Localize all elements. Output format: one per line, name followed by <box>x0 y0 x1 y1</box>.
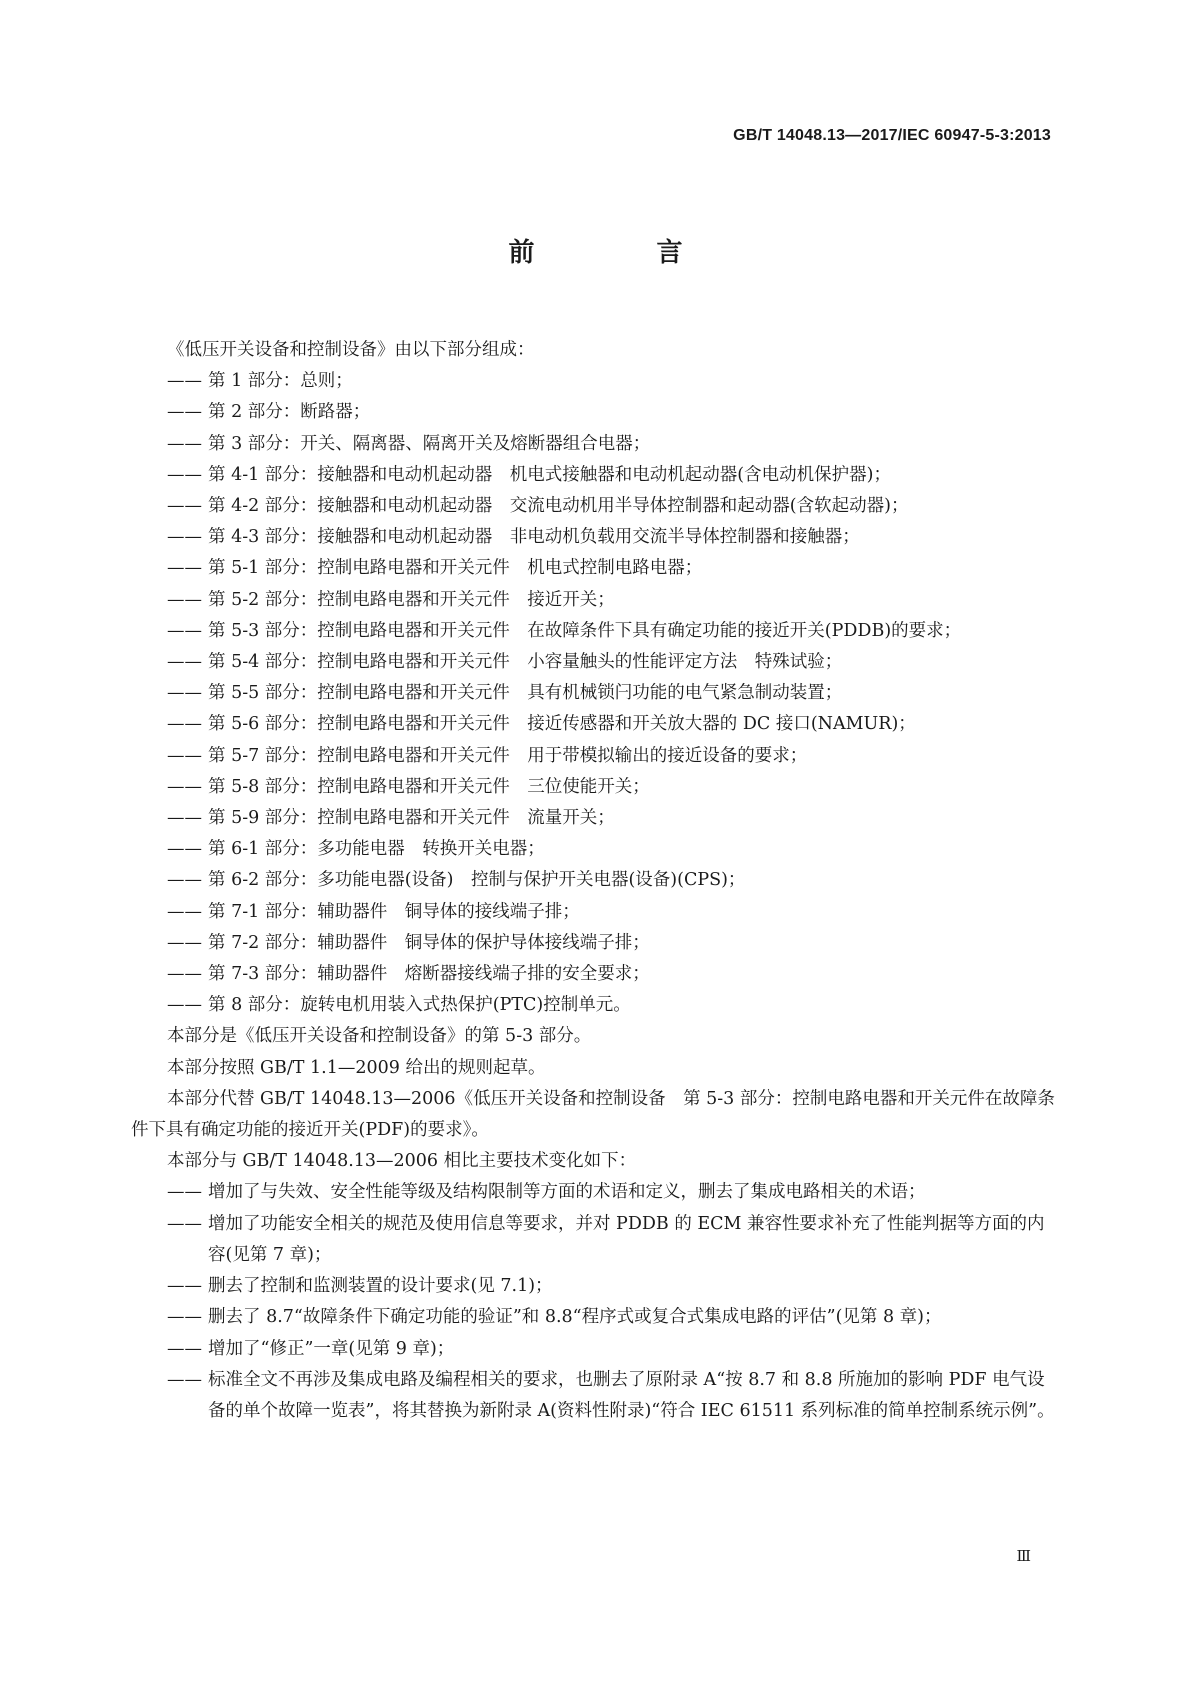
list-item-text: 第 7-2 部分：辅助器件 铜导体的保护导体接线端子排； <box>208 932 650 953</box>
replaces-paragraph: 本部分代替 GB/T 14048.13—2006《低压开关设备和控制设备 第 5-3 部分：控制电路电器和开关元件在故障条件下具有确定功能的接近开关(PDF)的要求》。 <box>131 1088 1055 1141</box>
page-title: 前 言 <box>508 238 731 268</box>
list-item <box>131 460 1061 491</box>
list-item <box>131 709 1061 740</box>
list-dash: —— <box>167 714 202 735</box>
parts-list <box>131 366 1061 1021</box>
list-item <box>131 959 1061 990</box>
list-dash: —— <box>167 1307 202 1328</box>
list-item-text: 增加了“修正”一章(见第 9 章)； <box>208 1338 455 1359</box>
list-dash: —— <box>167 527 202 548</box>
list-dash: —— <box>167 589 202 610</box>
list-dash: —— <box>167 808 202 829</box>
list-item-text: 标准全文不再涉及集成电路及编程相关的要求，也删去了原附录 A“按 8.7 和 8.8 所施加的影响 PDF 电气设备的单个故障一览表”，将其替换为新附录 A(资料性附录)“符合 IEC 61511 系列标准的简单控制系统示例”。 <box>208 1369 1055 1421</box>
list-item-text: 第 6-1 部分：多功能电器 转换开关电器； <box>208 839 545 860</box>
list-item <box>131 772 1061 803</box>
list-item <box>131 865 1061 896</box>
list-dash: —— <box>167 1213 202 1234</box>
list-item-text: 第 7-3 部分：辅助器件 熔断器接线端子排的安全要求； <box>208 964 650 985</box>
list-item-text: 第 5-9 部分：控制电路电器和开关元件 流量开关； <box>208 808 615 829</box>
list-item-text: 增加了功能安全相关的规范及使用信息等要求，并对 PDDB 的 ECM 兼容性要求补充了性能判据等方面的内容(见第 7 章)； <box>208 1213 1045 1265</box>
list-dash: —— <box>167 371 202 392</box>
list-dash: —— <box>167 932 202 953</box>
list-item <box>131 897 1061 928</box>
list-dash: —— <box>167 558 202 579</box>
list-item-text: 第 5-4 部分：控制电路电器和开关元件 小容量触头的性能评定方法 特殊试验； <box>208 652 843 673</box>
list-dash: —— <box>167 620 202 641</box>
list-item-text: 删去了 8.7“故障条件下确定功能的验证”和 8.8“程序式或复合式集成电路的评估”(见第 8 章)； <box>208 1307 942 1328</box>
list-dash: —— <box>167 1338 202 1359</box>
list-item <box>131 741 1061 772</box>
list-item-text: 第 5-8 部分：控制电路电器和开关元件 三位使能开关； <box>208 776 650 797</box>
list-dash: —— <box>167 870 202 891</box>
list-dash: —— <box>167 1369 202 1390</box>
list-item-text: 第 5-1 部分：控制电路电器和开关元件 机电式控制电路电器； <box>208 558 703 579</box>
list-item-text: 第 3 部分：开关、隔离器、隔离开关及熔断器组合电器； <box>208 433 651 454</box>
list-dash: —— <box>167 683 202 704</box>
list-item-text: 第 5-3 部分：控制电路电器和开关元件 在故障条件下具有确定功能的接近开关(PDDB)的要求； <box>208 620 962 641</box>
standard-number: GB/T 14048.13—2017/IEC 60947-5-3:2013 <box>733 127 1051 144</box>
list-item <box>131 616 1061 647</box>
list-item-text: 第 2 部分：断路器； <box>208 402 371 423</box>
part-of-paragraph: 本部分是《低压开关设备和控制设备》的第 5-3 部分。 <box>167 1026 592 1047</box>
list-item-text: 第 5-7 部分：控制电路电器和开关元件 用于带模拟输出的接近设备的要求； <box>208 745 808 766</box>
list-dash: —— <box>167 652 202 673</box>
list-item-text: 增加了与失效、安全性能等级及结构限制等方面的术语和定义，删去了集成电路相关的术语； <box>208 1182 926 1203</box>
list-dash: —— <box>167 1276 202 1297</box>
list-item <box>131 928 1061 959</box>
list-item-text: 第 5-6 部分：控制电路电器和开关元件 接近传感器和开关放大器的 DC 接口(NAMUR)； <box>208 714 916 735</box>
drafting-paragraph: 本部分按照 GB/T 1.1—2009 给出的规则起草。 <box>167 1057 546 1078</box>
list-item <box>131 1365 1061 1427</box>
page-number: Ⅲ <box>1016 1547 1031 1565</box>
list-item <box>131 803 1061 834</box>
list-dash: —— <box>167 496 202 517</box>
list-item-text: 第 5-2 部分：控制电路电器和开关元件 接近开关； <box>208 589 615 610</box>
list-item <box>131 1334 1061 1365</box>
list-item-text: 删去了控制和监测装置的设计要求(见 7.1)； <box>208 1276 553 1297</box>
changes-list <box>131 1177 1061 1427</box>
list-dash: —— <box>167 464 202 485</box>
intro-paragraph: 《低压开关设备和控制设备》由以下部分组成： <box>167 340 535 360</box>
list-item <box>131 834 1061 865</box>
list-item <box>131 585 1061 616</box>
changes-intro-paragraph: 本部分与 GB/T 14048.13—2006 相比主要技术变化如下： <box>167 1151 637 1172</box>
list-item-text: 第 4-2 部分：接触器和电动机起动器 交流电动机用半导体控制器和起动器(含软起动器)； <box>208 496 909 517</box>
list-item <box>131 491 1061 522</box>
list-item-text: 第 4-3 部分：接触器和电动机起动器 非电动机负载用交流半导体控制器和接触器； <box>208 527 860 548</box>
document-body <box>131 335 1061 1427</box>
list-item <box>131 678 1061 709</box>
list-item-text: 第 4-1 部分：接触器和电动机起动器 机电式接触器和电动机起动器(含电动机保护器)； <box>208 464 891 485</box>
list-item <box>131 1302 1061 1333</box>
list-item <box>131 397 1061 428</box>
list-item <box>131 553 1061 584</box>
list-item <box>131 1271 1061 1302</box>
list-dash: —— <box>167 839 202 860</box>
list-item <box>131 366 1061 397</box>
list-item-text: 第 6-2 部分：多功能电器(设备) 控制与保护开关电器(设备)(CPS)； <box>208 870 746 891</box>
list-item <box>131 1177 1061 1208</box>
list-item <box>131 429 1061 460</box>
list-item <box>131 990 1061 1021</box>
list-item-text: 第 1 部分：总则； <box>208 371 353 392</box>
list-item-text: 第 7-1 部分：辅助器件 铜导体的接线端子排； <box>208 901 580 922</box>
list-dash: —— <box>167 745 202 766</box>
list-item <box>131 1209 1061 1271</box>
list-item <box>131 522 1061 553</box>
list-dash: —— <box>167 964 202 985</box>
list-item-text: 第 8 部分：旋转电机用装入式热保护(PTC)控制单元。 <box>208 995 631 1016</box>
list-dash: —— <box>167 995 202 1016</box>
list-dash: —— <box>167 901 202 922</box>
list-item <box>131 647 1061 678</box>
list-dash: —— <box>167 776 202 797</box>
list-item-text: 第 5-5 部分：控制电路电器和开关元件 具有机械锁闩功能的电气紧急制动装置； <box>208 683 843 704</box>
list-dash: —— <box>167 433 202 454</box>
list-dash: —— <box>167 1182 202 1203</box>
list-dash: —— <box>167 402 202 423</box>
